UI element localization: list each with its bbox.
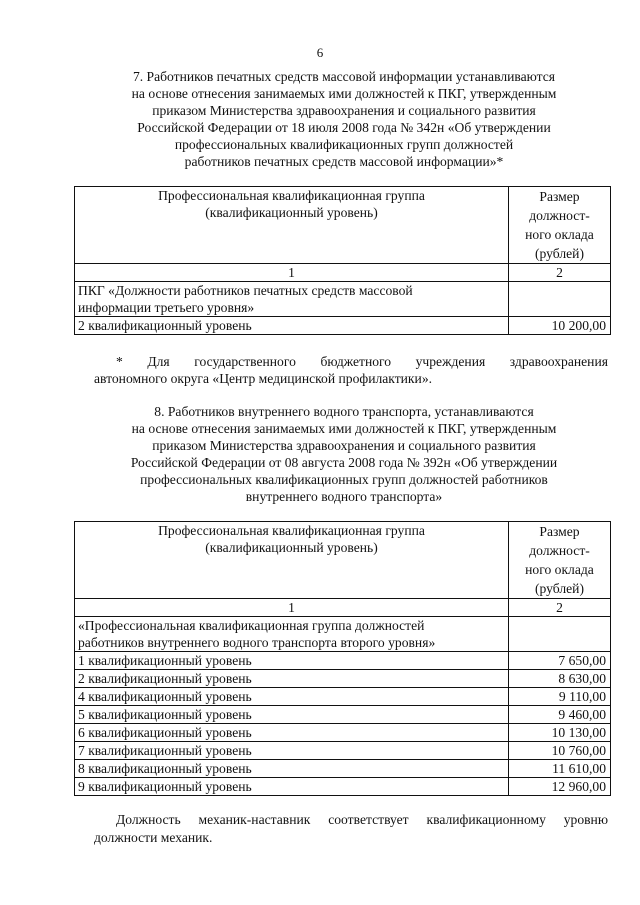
heading-line: Российской Федерации от 18 июля 2008 года № 342н «Об утверждении	[137, 120, 551, 135]
section-7-table	[74, 186, 611, 335]
group-line: ПКГ «Должности работников печатных средств массовой	[78, 283, 413, 298]
column-number-cell: 1	[75, 264, 509, 282]
salary-cell: 8 630,00	[509, 670, 611, 688]
salary-cell: 7 650,00	[509, 652, 611, 670]
group-name-cell	[75, 617, 509, 652]
salary-cell: 10 130,00	[509, 724, 611, 742]
level-cell: 4 квалификационный уровень	[75, 688, 509, 706]
header-line: ного оклада	[525, 562, 594, 577]
closing-paragraph: Должность механик-наставник соответствует квалификационному уровню	[116, 812, 608, 827]
header-line: Профессиональная квалификационная группа	[158, 523, 425, 538]
section-8-heading	[70, 403, 618, 505]
column-number-cell: 1	[75, 599, 509, 617]
level-cell: 2 квалификационный уровень	[75, 317, 509, 335]
header-line: должност-	[529, 543, 590, 558]
group-name-cell	[75, 282, 509, 317]
salary-cell: 9 460,00	[509, 706, 611, 724]
header-group-cell	[75, 522, 509, 599]
header-line: ного оклада	[525, 227, 594, 242]
footnote: * Для государственного бюджетного учреждения здравоохранения	[116, 354, 608, 369]
salary-cell: 9 110,00	[509, 688, 611, 706]
column-number-cell: 2	[509, 264, 611, 282]
heading-line: 7. Работников печатных средств массовой информации устанавливаются	[132, 69, 556, 84]
group-line: информации третьего уровня»	[78, 300, 255, 315]
group-line: работников внутреннего водного транспорта второго уровня»	[78, 635, 436, 650]
heading-line: на основе отнесения занимаемых ими должностей к ПКГ, утвержденным	[131, 421, 557, 436]
heading-line: профессиональных квалификационных групп должностей работников	[140, 472, 548, 487]
column-number-cell: 2	[509, 599, 611, 617]
heading-line: работников печатных средств массовой информации»*	[184, 154, 504, 169]
header-salary-cell	[509, 522, 611, 599]
level-cell: 7 квалификационный уровень	[75, 742, 509, 760]
section-8-table	[74, 521, 611, 796]
heading-line: приказом Министерства здравоохранения и социального развития	[152, 103, 536, 118]
header-line: должност-	[529, 208, 590, 223]
salary-cell: 11 610,00	[509, 760, 611, 778]
level-cell: 2 квалификационный уровень	[75, 670, 509, 688]
header-salary-cell	[509, 187, 611, 264]
header-line: (квалификационный уровень)	[205, 540, 378, 555]
level-cell: 8 квалификационный уровень	[75, 760, 509, 778]
level-cell: 9 квалификационный уровень	[75, 778, 509, 796]
heading-line: Российской Федерации от 08 августа 2008 года № 392н «Об утверждении	[130, 455, 558, 470]
empty-cell	[509, 617, 611, 652]
header-line: (рублей)	[535, 581, 584, 596]
heading-line: профессиональных квалификационных групп должностей	[174, 137, 514, 152]
header-line: Размер	[539, 189, 580, 204]
salary-cell: 10 760,00	[509, 742, 611, 760]
page-number: 6	[316, 45, 324, 60]
closing-paragraph-continuation: должности механик.	[94, 830, 213, 845]
heading-line: внутреннего водного транспорта»	[245, 489, 443, 504]
salary-cell: 12 960,00	[509, 778, 611, 796]
header-line: Профессиональная квалификационная группа	[158, 188, 425, 203]
group-line: «Профессиональная квалификационная группа должностей	[78, 618, 425, 633]
header-line: (квалификационный уровень)	[205, 205, 378, 220]
heading-line: на основе отнесения занимаемых ими должностей к ПКГ, утвержденным	[131, 86, 557, 101]
salary-cell: 10 200,00	[509, 317, 611, 335]
heading-line: 8. Работников внутреннего водного транспорта, устанавливаются	[154, 404, 534, 419]
header-line: (рублей)	[535, 246, 584, 261]
footnote-continuation: автономного округа «Центр медицинской профилактики».	[94, 371, 433, 386]
empty-cell	[509, 282, 611, 317]
section-7-heading	[70, 68, 618, 170]
heading-line: приказом Министерства здравоохранения и социального развития	[152, 438, 536, 453]
level-cell: 1 квалификационный уровень	[75, 652, 509, 670]
level-cell: 5 квалификационный уровень	[75, 706, 509, 724]
level-cell: 6 квалификационный уровень	[75, 724, 509, 742]
header-group-cell	[75, 187, 509, 264]
header-line: Размер	[539, 524, 580, 539]
